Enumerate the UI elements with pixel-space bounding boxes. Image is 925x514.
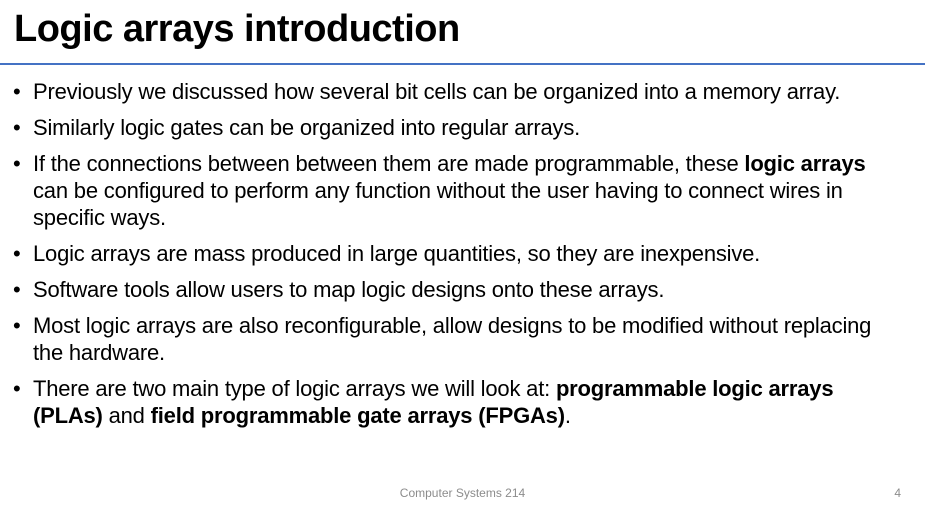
title-divider [0,63,925,65]
bullet-text: Similarly logic gates can be organized into regular arrays. [33,115,581,140]
bullet-item [0,312,900,366]
bullet-dot-icon: • [13,151,21,176]
bullet-item [0,150,900,231]
bullet-text: and [102,403,151,428]
bullet-text: Logic arrays are mass produced in large quantities, so they are inexpensive. [33,241,761,266]
bullet-emphasis: programmable logic arrays (PLAs) [33,376,834,428]
bullet-text: can be configured to perform any function without the user having to connect wires in specific ways. [33,178,843,230]
bullet-list [0,78,900,438]
bullet-item [0,240,900,267]
bullet-dot-icon: • [13,313,21,338]
slide-title: Logic arrays introduction [14,8,460,50]
bullet-dot-icon: • [13,115,21,140]
bullet-text: Software tools allow users to map logic designs onto these arrays. [33,277,665,302]
bullet-item [0,78,900,105]
bullet-item [0,276,900,303]
bullet-dot-icon: • [13,79,21,104]
bullet-dot-icon: • [13,277,21,302]
bullet-item [0,375,900,429]
bullet-item [0,114,900,141]
bullet-text: Previously we discussed how several bit cells can be organized into a memory array. [33,79,841,104]
bullet-emphasis: field programmable gate arrays (FPGAs) [150,403,565,428]
bullet-dot-icon: • [13,241,21,266]
footer-page-number: 4 [894,486,901,500]
bullet-text: Most logic arrays are also reconfigurable, allow designs to be modified without replacing the hardware. [33,313,872,365]
bullet-dot-icon: • [13,376,21,401]
footer-course: Computer Systems 214 [399,486,526,500]
bullet-text: There are two main type of logic arrays we will look at: [33,376,556,401]
bullet-emphasis: logic arrays [744,151,866,176]
bullet-text: . [564,403,571,428]
bullet-text: If the connections between between them are made programmable, these [33,151,745,176]
